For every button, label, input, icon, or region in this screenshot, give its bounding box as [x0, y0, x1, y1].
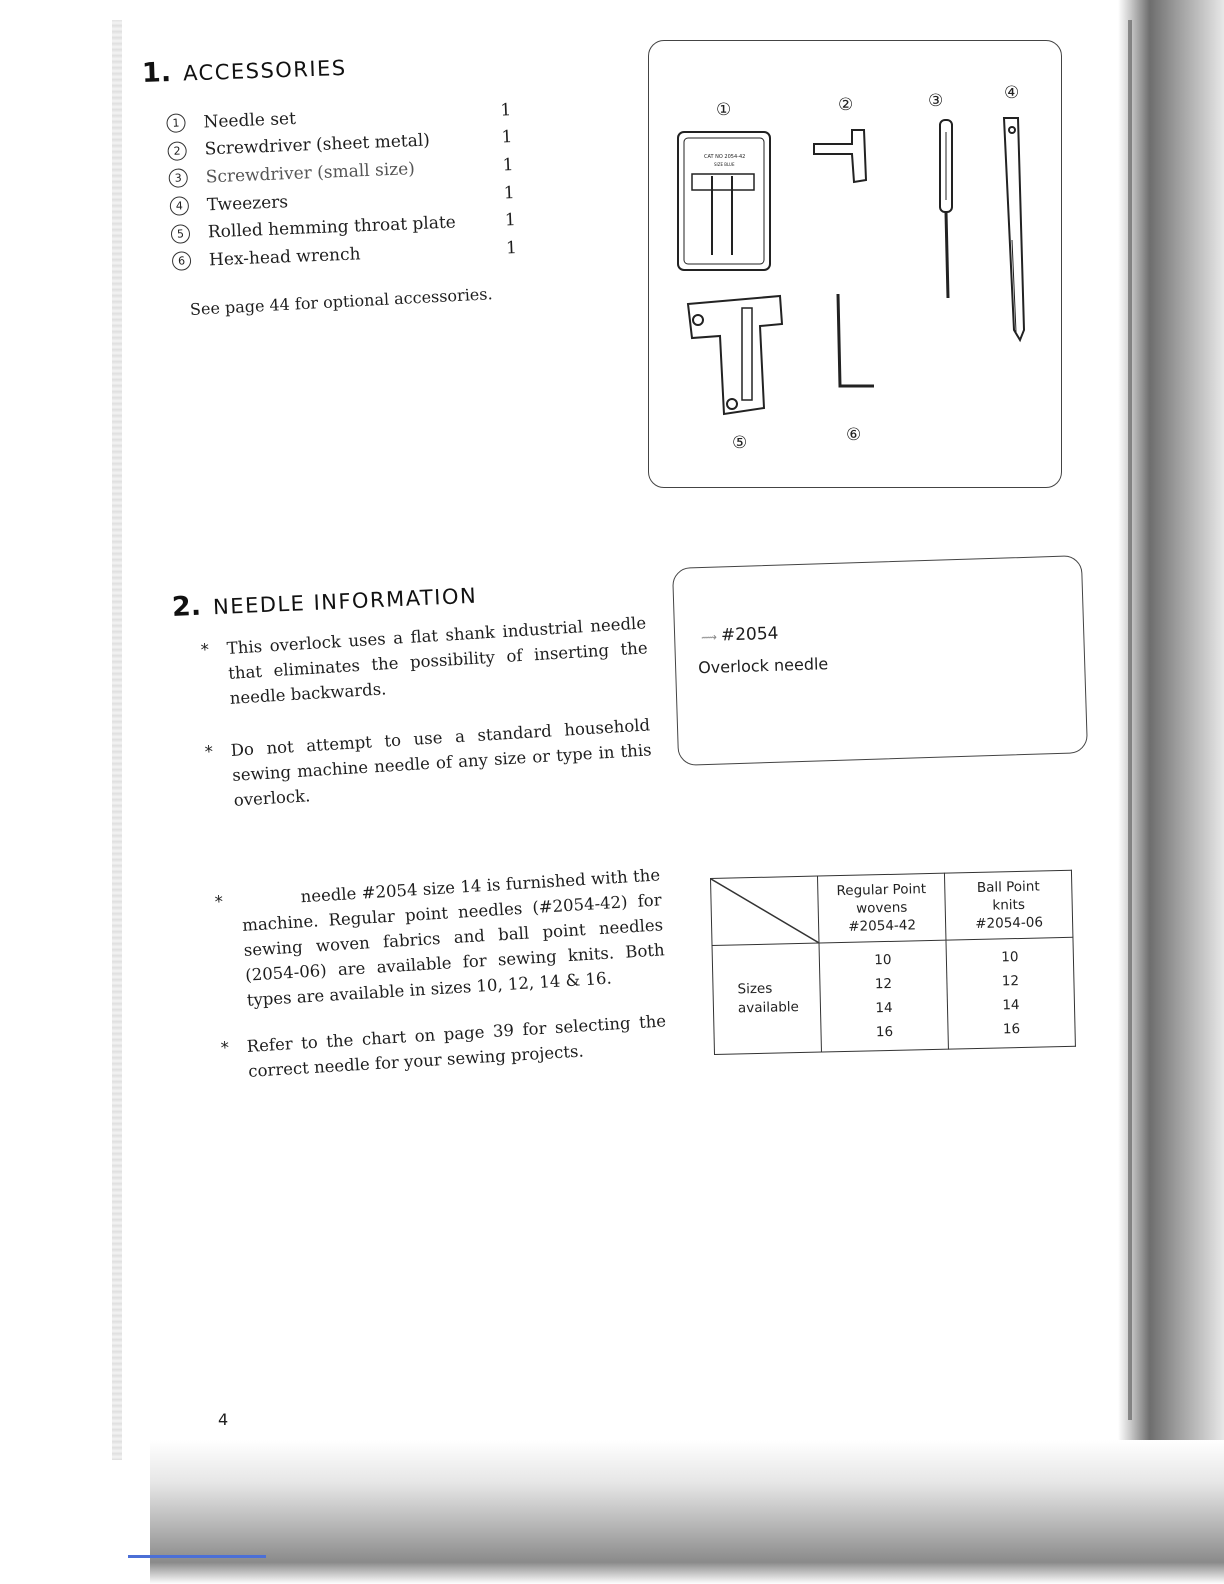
item-marker: 4 — [169, 196, 189, 216]
row-header-line: Sizes — [737, 980, 773, 998]
optional-accessories-note: See page 44 for optional accessories. — [189, 284, 494, 319]
needle-label: Overlock needle — [697, 654, 829, 678]
table-header-row — [711, 870, 1073, 945]
item-name: Tweezers — [206, 191, 289, 216]
scan-right-edge — [1118, 0, 1224, 1584]
needle-size-table — [710, 870, 1076, 1055]
scan-bottom-edge — [150, 1440, 1224, 1584]
column-header-regular — [817, 873, 945, 943]
col-header-line: #2054-42 — [848, 917, 917, 935]
figure-label-1: ① — [716, 100, 732, 120]
accessories-illustration — [648, 40, 1060, 486]
accessories-heading — [141, 51, 347, 89]
sheet-metal-screwdriver-icon — [814, 130, 866, 182]
item-qty: 1 — [503, 182, 515, 204]
scan-left-edge — [112, 20, 122, 1460]
needle-set-icon — [678, 132, 770, 270]
item-marker: 6 — [172, 251, 192, 271]
item-qty: 1 — [502, 155, 514, 176]
row-header-line: available — [737, 999, 800, 1017]
needle-paragraph-4 — [220, 1008, 668, 1084]
size-value: 12 — [874, 975, 893, 993]
needle-paragraph-2 — [204, 712, 654, 813]
item-name: Screwdriver (small size) — [205, 159, 416, 188]
size-value: 16 — [875, 1023, 894, 1041]
col-header-line: #2054-06 — [975, 914, 1044, 932]
item-name: Needle set — [203, 108, 297, 133]
needle-info-heading — [171, 579, 477, 623]
item-name: Hex-head wrench — [208, 244, 361, 271]
section-title: NEEDLE INFORMATION — [212, 583, 478, 620]
section-number: 2. — [171, 590, 202, 623]
paragraph-text: needle #2054 size 14 is furnished with the machine. Regular point needles (#2054-42) for sewing woven fabrics and ball point needles (2054-06) are available for sewing knits. Both types are available in sizes 10, 12, 14 & 16. — [241, 865, 666, 1010]
item-name: Rolled hemming throat plate — [207, 212, 457, 243]
item-qty: 1 — [501, 127, 513, 148]
blank-space — [241, 902, 301, 906]
needle-pack-line-2: SIZE BLUE — [714, 162, 735, 167]
size-value: 14 — [875, 999, 893, 1017]
small-screwdriver-icon — [940, 120, 952, 298]
item-qty: 1 — [505, 237, 518, 259]
paragraph-text: This overlock uses a flat shank industrial needle that eliminates the possibility of inserting the needle backwards. — [226, 613, 649, 708]
item-qty: 1 — [500, 99, 512, 121]
needle-info-box — [672, 555, 1088, 766]
size-value: 16 — [1002, 1021, 1021, 1038]
diagonal-line — [711, 877, 818, 945]
needle-small-icon: ⟿ — [700, 630, 718, 645]
section-number: 1. — [141, 56, 172, 89]
figure-label-4: ④ — [1004, 83, 1020, 103]
needle-code — [701, 624, 779, 646]
item-marker: 1 — [166, 114, 186, 134]
table-row — [712, 937, 1075, 1054]
needle-paragraph-1 — [200, 610, 650, 711]
item-qty: 1 — [504, 210, 517, 231]
size-value: 10 — [874, 951, 892, 969]
size-value: 12 — [1001, 973, 1020, 990]
viewer-bottom-bar — [128, 1555, 266, 1558]
hex-wrench-icon — [838, 294, 874, 386]
size-value: 10 — [1001, 949, 1019, 966]
section-title: ACCESSORIES — [182, 55, 348, 86]
sizes-regular-cell — [819, 940, 948, 1052]
table-corner-cell — [711, 876, 819, 945]
needle-code-text: #2054 — [720, 623, 779, 646]
tweezers-icon — [1004, 118, 1024, 340]
page-number: 4 — [218, 1410, 229, 1429]
needle-pack-line-1: CAT NO 2054-42 — [704, 154, 746, 160]
sizes-ball-cell — [946, 937, 1075, 1049]
bullet-star: * — [200, 640, 210, 660]
paragraph-text: Refer to the chart on page 39 for selecting the correct needle for your sewing projects. — [246, 1011, 667, 1081]
figure-label-5: ⑤ — [732, 433, 748, 453]
item-marker: 2 — [167, 141, 187, 161]
figure-label-2: ② — [838, 95, 854, 115]
bullet-star: * — [214, 892, 224, 912]
col-header-line: Ball Point — [976, 878, 1040, 896]
row-header-sizes — [712, 943, 821, 1054]
accessories-list — [166, 96, 517, 275]
item-marker: 3 — [168, 169, 188, 189]
paragraph-text: Do not attempt to use a standard household sewing machine needle of any size or type in this overlock. — [230, 715, 653, 810]
throat-plate-icon — [688, 296, 782, 414]
size-value: 14 — [1002, 997, 1020, 1014]
column-header-ball — [944, 870, 1072, 940]
col-header-line: Regular Point — [836, 881, 927, 900]
figure-label-3: ③ — [928, 91, 944, 111]
needle-paragraph-3 — [214, 862, 667, 1012]
item-marker: 5 — [171, 224, 191, 244]
col-header-line: wovens — [855, 899, 908, 917]
item-name: Screwdriver (sheet metal) — [204, 130, 431, 160]
bullet-star: * — [204, 742, 214, 762]
bullet-star: * — [220, 1038, 230, 1058]
figure-label-6: ⑥ — [846, 425, 862, 445]
col-header-line: knits — [992, 896, 1026, 914]
